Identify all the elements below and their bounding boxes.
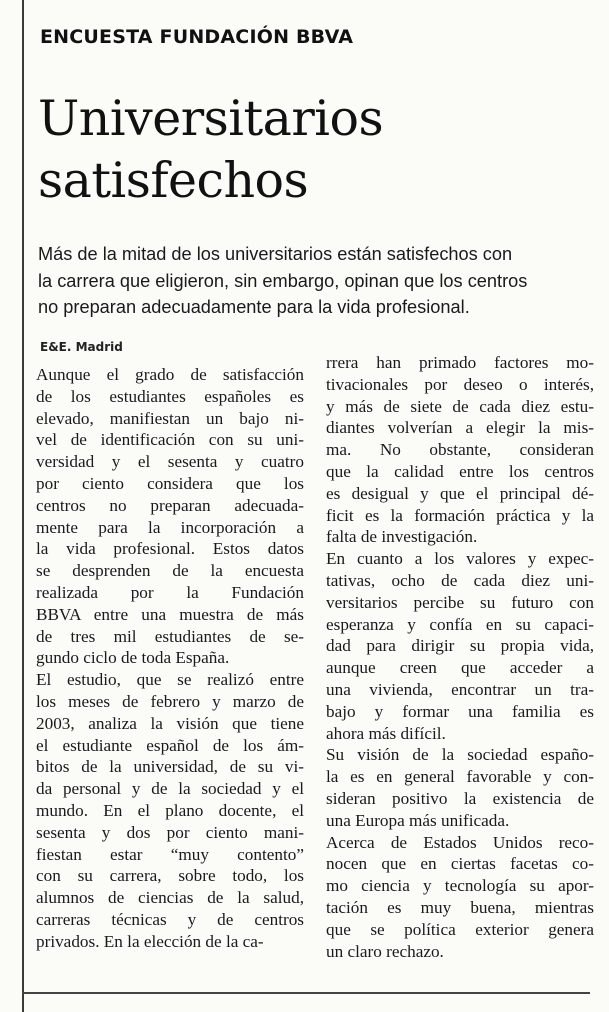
body-text-line: dad para dirigir su propia vida, (326, 636, 594, 656)
body-text-line: de los estudiantes españoles es (36, 386, 304, 406)
body-text-line: aunque creen que acceder a (326, 658, 594, 678)
body-text-line: una Europa más unificada. (326, 810, 510, 830)
headline-line-2: satisfechos (38, 152, 309, 209)
article-column-right (326, 352, 594, 962)
body-text-line: privados. En la elección de la ca- (36, 931, 264, 951)
body-text-line: alumnos de ciencias de la salud, (36, 888, 304, 908)
body-text-line: rrera han primado factores mo- (326, 353, 594, 372)
body-text-line: se desprenden de la encuesta (36, 561, 304, 581)
body-text-line: BBVA entre una muestra de más (36, 604, 304, 624)
lead-line: Más de la mitad de los universitarios están satisfechos con (38, 244, 513, 264)
body-text-line: 2003, analiza la visión que tiene (36, 713, 304, 733)
body-text-line: diantes volverían a elegir la mis- (326, 418, 594, 438)
body-text-line: gundo ciclo de toda España. (36, 648, 230, 668)
article-column-left (36, 364, 304, 953)
body-text-line: vel de identificación con su uni- (36, 430, 304, 450)
byline: E&E. Madrid (40, 340, 123, 354)
body-text-line: de tres mil estudiantes de se- (36, 626, 304, 646)
body-text-line: versitarios percibe su futuro con (326, 592, 594, 612)
body-text-line: nocen que en ciertas facetas co- (326, 854, 594, 874)
body-text-line: Acerca de Estados Unidos reco- (326, 832, 594, 852)
body-text-line: mente para la incorporación a (36, 517, 304, 537)
body-text-line: versidad y el sesenta y cuatro (36, 452, 304, 472)
body-text-line: esperanza y confía en su capaci- (326, 614, 594, 634)
lead-line: la carrera que eligieron, sin embargo, opinan que los centros (38, 270, 528, 291)
body-text-line: un claro rechazo. (326, 941, 444, 961)
body-text-line: la es en general favorable y con- (326, 767, 594, 787)
body-text-line: centros no preparan adecuada- (36, 495, 304, 515)
body-text-line: los meses de febrero y marzo de (36, 691, 304, 711)
body-text-line: da personal y de la sociedad y el (36, 779, 304, 799)
body-text-line: ma. No obstante, consideran (326, 440, 594, 460)
body-text-line: bitos de la universidad, de su vi- (36, 757, 304, 777)
body-text-line: que la calidad entre los centros (326, 461, 594, 481)
body-text-line: fiestan estar “muy contento” (36, 844, 304, 864)
body-text-line: bajo y formar una familia es (326, 701, 594, 721)
lead-line: no preparan adecuadamente para la vida profesional. (38, 297, 470, 317)
body-text-line: el estudiante español de los ám- (36, 735, 304, 755)
body-text-line: que se política exterior genera (326, 919, 594, 939)
body-text-line: carreras técnicas y de centros (36, 909, 304, 929)
lead-paragraph (38, 241, 598, 321)
body-text-line: tivacionales por deseo o interés, (326, 374, 594, 394)
body-text-line: sideran positivo la existencia de (326, 788, 594, 808)
body-text-line: tativas, ocho de cada diez uni- (326, 570, 594, 590)
body-text-line: Su visión de la sociedad españo- (326, 745, 594, 765)
body-text-line: tación es muy buena, mientras (326, 897, 594, 917)
body-text-line: falta de investigación. (326, 527, 478, 547)
headline (38, 88, 383, 212)
body-text-line: por ciento considera que los (36, 473, 304, 493)
body-text-line: con su carrera, sobre todo, los (36, 866, 304, 886)
body-text-line: mundo. En el plano docente, el (36, 800, 304, 820)
body-text-line: la vida profesional. Estos datos (36, 539, 304, 559)
body-text-line: mo ciencia y tecnología su apor- (326, 876, 594, 896)
body-text-line: sesenta y dos por ciento mani- (36, 822, 304, 842)
body-text-line: Aunque el grado de satisfacción (36, 365, 304, 384)
body-text-line: En cuanto a los valores y expec- (326, 549, 594, 569)
section-kicker: ENCUESTA FUNDACIÓN BBVA (40, 26, 354, 48)
body-text-line: ahora más difícil. (326, 723, 446, 743)
body-text-line: una vivienda, encontrar un tra- (326, 679, 594, 699)
body-text-line: y más de siete de cada diez estu- (326, 396, 594, 416)
body-text-line: es desigual y que el principal dé- (326, 483, 594, 503)
body-text-line: El estudio, que se realizó entre (36, 670, 304, 690)
body-text-line: ficit es la formación práctica y la (326, 505, 594, 525)
bottom-rule (22, 992, 590, 994)
body-text-line: realizada por la Fundación (36, 582, 304, 602)
column-rule-left (22, 0, 24, 1012)
body-text-line: elevado, manifiestan un bajo ni- (36, 408, 304, 428)
headline-line-1: Universitarios (38, 90, 384, 147)
